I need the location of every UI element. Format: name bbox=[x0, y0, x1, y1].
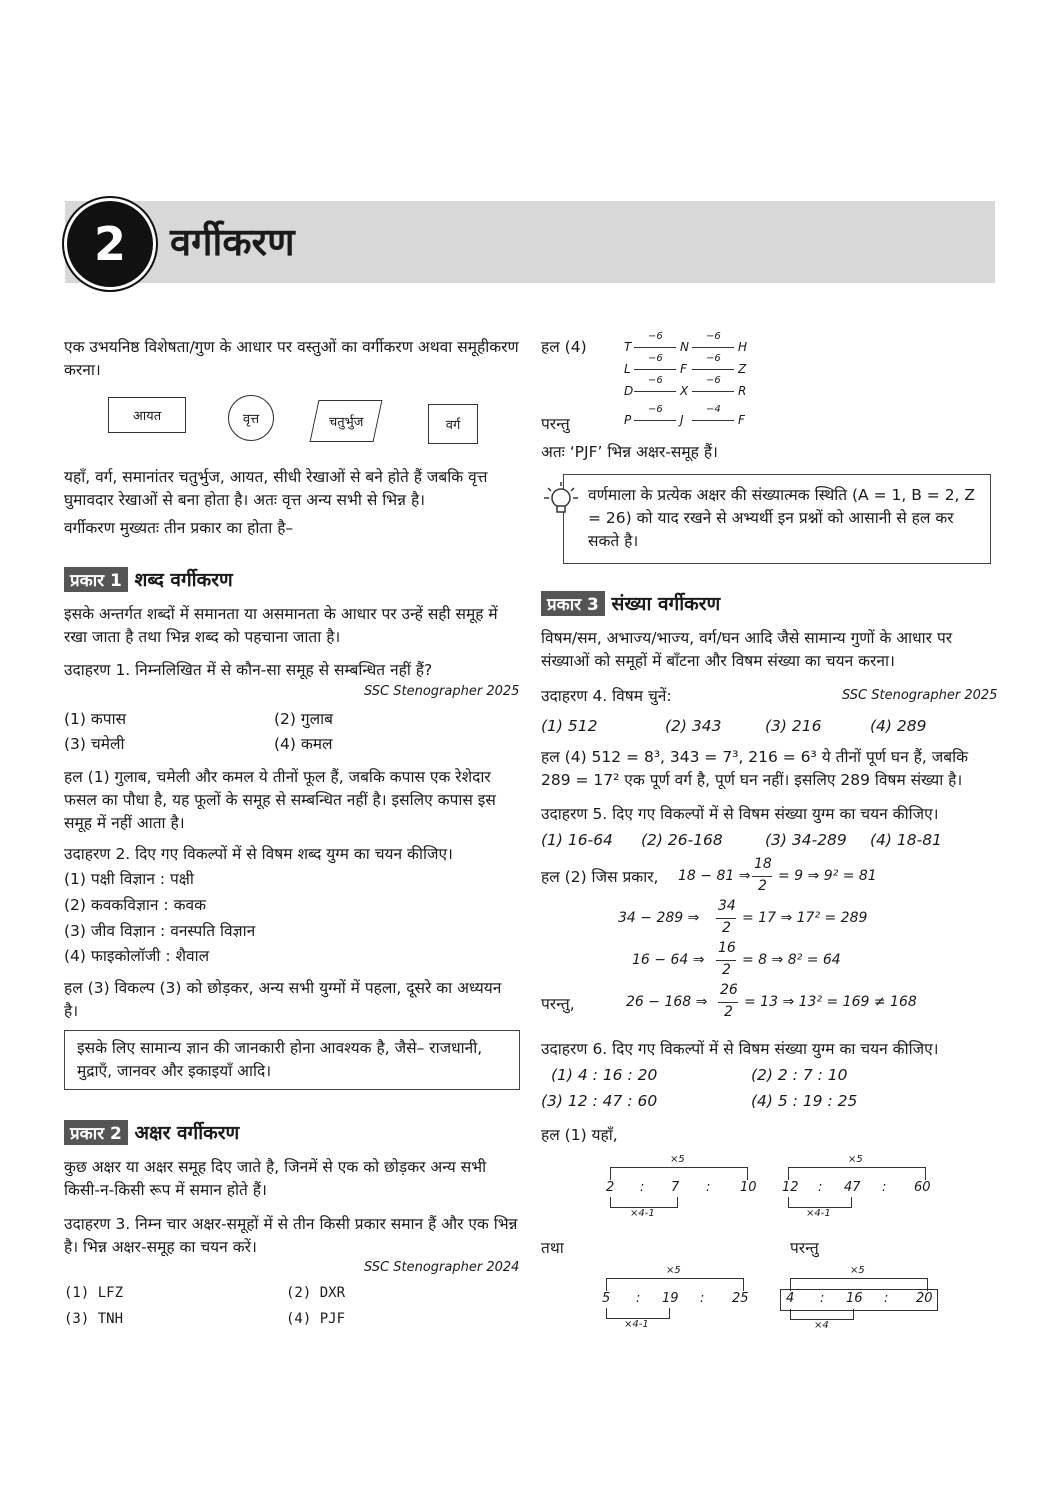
example5-question: उदाहरण 5. दिए गए विकल्पों में से विषम संख्या युग्म का चयन कीजिए। bbox=[541, 805, 939, 823]
example2-option-2: (2) कवकविज्ञान : कवक bbox=[64, 896, 206, 914]
intro-explanation: यहाँ, वर्ग, समानांतर चतुर्भुज, आयत, सीधी रेखाओं से बने होते हैं जबकि वृत्त घुमावदार रेखाओं से बना होता है। अतः वृत्त अन्य सभी से भिन्न है। bbox=[64, 468, 488, 509]
example1-option-4: (4) कमल bbox=[274, 735, 333, 753]
example2-option-3: (3) जीव विज्ञान : वनस्पति विज्ञान bbox=[64, 922, 256, 940]
example3-option-3: (3) TNH bbox=[64, 1311, 124, 1327]
example4-option-3: (3) 216 bbox=[765, 717, 822, 735]
example4-solution: हल (4) 512 = 8³, 343 = 7³, 216 = 6³ ये तीनों पूर्ण घन हैं, जबकि 289 = 17² एक पूर्ण वर्ग है, पूर्ण घन नहीं। इसलिए 289 विषम संख्या है। bbox=[541, 748, 968, 789]
example2-question: उदाहरण 2. दिए गए विकल्पों में से विषम शब्द युग्म का चयन कीजिए। bbox=[64, 845, 453, 863]
lightbulb-icon bbox=[541, 478, 581, 524]
example6-option-3: (3) 12 : 47 : 60 bbox=[541, 1092, 658, 1110]
letter-chain-row-odd: P −6 J −4 F bbox=[624, 404, 745, 427]
example3-conclusion: अतः ‘PJF’ भिन्न अक्षर-समूह हैं। bbox=[541, 443, 718, 461]
type3-title: संख्या वर्गीकरण bbox=[611, 593, 721, 615]
example4-source: SSC Stenographer 2025 bbox=[842, 688, 998, 703]
example1-option-1: (1) कपास bbox=[64, 710, 127, 728]
example1-option-3: (3) चमेली bbox=[64, 735, 125, 753]
chapter-number: 2 bbox=[64, 198, 156, 290]
example2-solution: हल (3) विकल्प (3) को छोड़कर, अन्य सभी युग्मों में पहला, दूसरे का अध्ययन है। bbox=[64, 979, 502, 1020]
ratio-diagram: ×5 2 : 7 : 10 ×4-1 bbox=[606, 1154, 757, 1219]
intro-text: एक उभयनिष्ठ विशेषता/गुण के आधार पर वस्तुओं का वर्गीकरण अथवा समूहीकरण करना। bbox=[64, 338, 519, 379]
type3-description: विषम/सम, अभाज्य/भाज्य, वर्ग/घन आदि जैसे सामान्य गुणों के आधार पर संख्याओं को समूहों में बाँटना और विषम संख्या का चयन करना। bbox=[541, 629, 953, 670]
chapter-title: वर्गीकरण bbox=[170, 220, 295, 264]
example1-solution: हल (1) गुलाब, चमेली और कमल ये तीनों फूल हैं, जबकि कपास एक रेशेदार फसल का पौधा है, यह फूलों के समूह से सम्बन्धित नहीं है। इसलिए कपास इस समूह में नहीं आता है। bbox=[64, 768, 496, 832]
type1-description: इसके अन्तर्गत शब्दों में समानता या असमानता के आधार पर उन्हें सही समूह में रखा जाता है तथा भिन्न शब्द को पहचाना जाता है। bbox=[64, 605, 498, 646]
shape-parallelogram: चतुर्भुज bbox=[310, 400, 383, 442]
example3-source: SSC Stenographer 2024 bbox=[364, 1260, 520, 1275]
example6-option-4: (4) 5 : 19 : 25 bbox=[751, 1092, 858, 1110]
letter-chain-row: D −6 X −6 R bbox=[624, 375, 747, 398]
but-label-ex5: परन्तु, bbox=[541, 995, 575, 1013]
type3-tag: प्रकार 3 bbox=[541, 591, 605, 616]
shape-circle: वृत्त bbox=[228, 395, 274, 441]
example6-option-2: (2) 2 : 7 : 10 bbox=[751, 1066, 848, 1084]
example5-option-3: (3) 34-289 bbox=[765, 831, 847, 849]
letter-chain-row: T −6 N −6 H bbox=[624, 331, 748, 354]
and-label: तथा bbox=[541, 1239, 564, 1257]
type2-tag: प्रकार 2 bbox=[64, 1120, 128, 1145]
example3-option-4: (4) PJF bbox=[286, 1311, 346, 1327]
classification-types-text: वर्गीकरण मुख्यतः तीन प्रकार का होता है– bbox=[64, 519, 294, 537]
example6-question: उदाहरण 6. दिए गए विकल्पों में से विषम संख्या युग्म का चयन कीजिए। bbox=[541, 1040, 939, 1058]
example1-question: उदाहरण 1. निम्नलिखित में से कौन-सा समूह से सम्बन्धित नहीं हैं? bbox=[64, 661, 433, 679]
example3-option-1: (1) LFZ bbox=[64, 1285, 124, 1301]
example3-option-2: (2) DXR bbox=[286, 1285, 346, 1301]
example4-question: उदाहरण 4. विषम चुनें: bbox=[541, 687, 672, 705]
example5-option-1: (1) 16-64 bbox=[541, 831, 613, 849]
example3-solution-label: हल (4) bbox=[541, 338, 587, 356]
but-label-ex6: परन्तु bbox=[790, 1239, 819, 1257]
example6-solution-label: हल (1) यहाँ, bbox=[541, 1126, 618, 1144]
example6-option-1: (1) 4 : 16 : 20 bbox=[551, 1066, 658, 1084]
example5-option-2: (2) 26-168 bbox=[641, 831, 723, 849]
example1-source: SSC Stenographer 2025 bbox=[364, 684, 520, 699]
example5-option-4: (4) 18-81 bbox=[870, 831, 942, 849]
shape-square: वर्ग bbox=[428, 404, 478, 444]
type1-note-box: इसके लिए सामान्य ज्ञान की जानकारी होना आवश्यक है, जैसे– राजधानी, मुद्राएँ, जानवर और इकाइयाँ आदि। bbox=[64, 1030, 520, 1090]
example1-option-2: (2) गुलाब bbox=[274, 710, 333, 728]
ratio-diagram: ×5 12 : 47 : 60 ×4-1 bbox=[782, 1154, 931, 1219]
letter-chain-row: L −6 F −6 Z bbox=[624, 353, 747, 376]
ratio-diagram: ×5 4 : 16 : 20 ×4 bbox=[780, 1265, 940, 1335]
type2-description: कुछ अक्षर या अक्षर समूह दिए जाते है, जिनमें से एक को छोड़कर अन्य सभी किसी-न-किसी रूप में समान होते हैं। bbox=[64, 1158, 487, 1199]
but-label: परन्तु bbox=[541, 415, 570, 433]
example4-option-4: (4) 289 bbox=[870, 717, 927, 735]
ratio-diagram: ×5 5 : 19 : 25 ×4-1 bbox=[602, 1265, 749, 1330]
type1-heading bbox=[64, 566, 233, 592]
example4-option-1: (1) 512 bbox=[541, 717, 598, 735]
example4-option-2: (2) 343 bbox=[665, 717, 722, 735]
example2-option-4: (4) फाइकोलॉजी : शैवाल bbox=[64, 947, 210, 965]
letter-chain-diagram bbox=[620, 331, 760, 407]
type1-title: शब्द वर्गीकरण bbox=[134, 569, 233, 591]
example3-question: उदाहरण 3. निम्न चार अक्षर-समूहों में से तीन किसी प्रकार समान हैं और एक भिन्न है। भिन्न अक्षर-समूह का चयन करें। bbox=[64, 1215, 518, 1256]
type2-title: अक्षर वर्गीकरण bbox=[134, 1122, 240, 1144]
example2-option-1: (1) पक्षी विज्ञान : पक्षी bbox=[64, 870, 194, 888]
example5-solution-label: हल (2) जिस प्रकार, bbox=[541, 868, 659, 886]
type1-tag: प्रकार 1 bbox=[64, 567, 128, 592]
tip-text: वर्णमाला के प्रत्येक अक्षर की संख्यात्मक स्थिति (A = 1, B = 2, Z = 26) को याद रखने से अभ्यर्थी इन प्रश्नों को आसानी से हल कर सकते है। bbox=[588, 486, 976, 550]
type3-heading bbox=[541, 590, 720, 616]
shape-rectangle: आयत bbox=[108, 397, 186, 433]
type2-heading bbox=[64, 1119, 239, 1145]
